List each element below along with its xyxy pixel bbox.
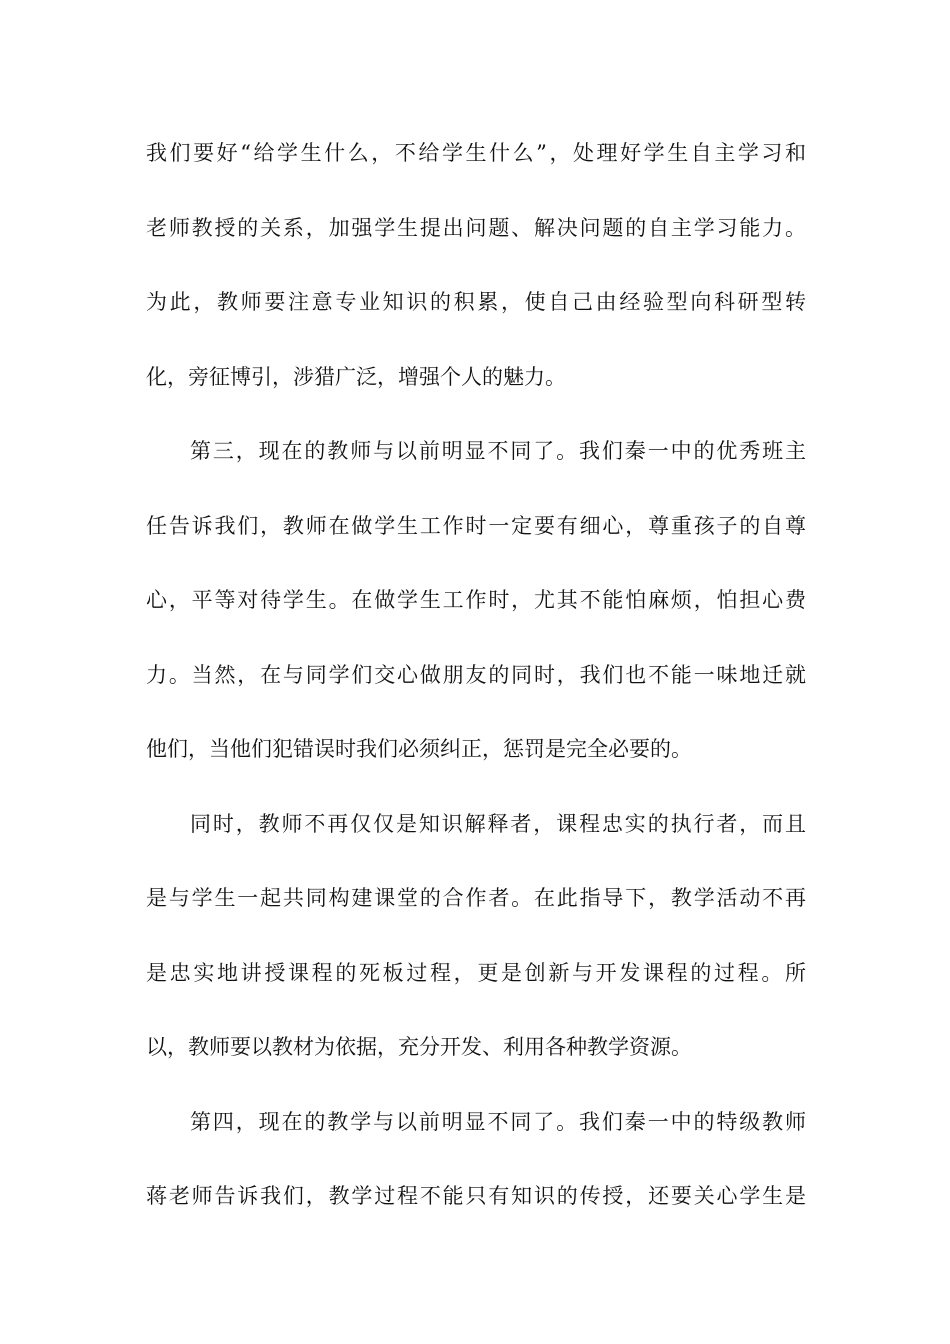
text-line: 蒋老师告诉我们，教学过程不能只有知识的传授，还要关心学生是 [146, 1184, 806, 1208]
text-line: 我们要好“给学生什么，不给学生什么”，处理好学生自主学习和 [146, 141, 806, 165]
text-line: 为此，教师要注意专业知识的积累，使自己由经验型向科研型转 [146, 290, 806, 314]
text-line: 心，平等对待学生。在做学生工作时，尤其不能怕麻烦，怕担心费 [146, 588, 806, 612]
paragraph-start-line: 第三，现在的教师与以前明显不同了。我们秦一中的优秀班主 [190, 439, 806, 463]
text-line: 是忠实地讲授课程的死板过程，更是创新与开发课程的过程。所 [146, 961, 806, 985]
text-line: 任告诉我们，教师在做学生工作时一定要有细心，尊重孩子的自尊 [146, 514, 806, 538]
text-line: 老师教授的关系，加强学生提出问题、解决问题的自主学习能力。 [146, 216, 806, 240]
paragraph-start-line: 第四，现在的教学与以前明显不同了。我们秦一中的特级教师 [190, 1110, 806, 1134]
text-line: 化，旁征博引，涉猎广泛，增强个人的魅力。 [146, 365, 566, 389]
text-line: 以，教师要以教材为依据，充分开发、利用各种教学资源。 [146, 1035, 692, 1059]
text-line: 他们，当他们犯错误时我们必须纠正，惩罚是完全必要的。 [146, 737, 692, 761]
paragraph-start-line: 同时，教师不再仅仅是知识解释者，课程忠实的执行者，而且 [190, 812, 806, 836]
text-line: 力。当然，在与同学们交心做朋友的同时，我们也不能一味地迁就 [146, 663, 806, 687]
text-line: 是与学生一起共同构建课堂的合作者。在此指导下，教学活动不再 [146, 886, 806, 910]
